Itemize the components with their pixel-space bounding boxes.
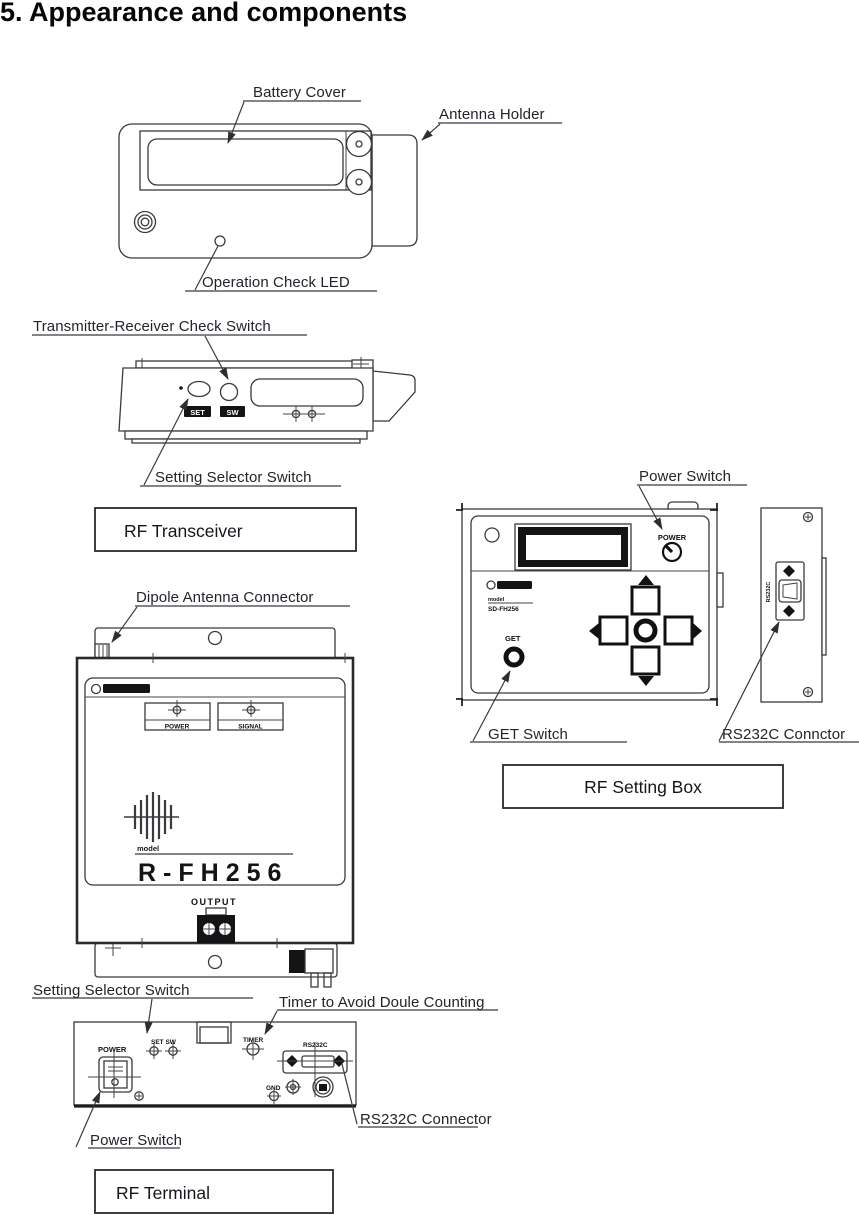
- caption-text: RF Terminal: [116, 1183, 211, 1203]
- rf-setting-box-front: [456, 502, 723, 706]
- sw-marking: SW: [226, 407, 239, 417]
- get-switch-label: GET Switch: [488, 726, 568, 743]
- side-body: [119, 368, 373, 431]
- transceiver-body: [119, 124, 372, 258]
- get-button: [506, 649, 522, 665]
- rf-terminal-bottom: [32, 982, 498, 1149]
- page-title: 5. Appearance and components: [0, 0, 408, 27]
- output-marking: OUTPUT: [191, 897, 237, 907]
- power-marking: POWER: [657, 533, 687, 542]
- get-marking: GET: [505, 634, 521, 643]
- side-tab: [717, 573, 723, 607]
- power-switch-label: Power Switch: [639, 468, 732, 485]
- rf-terminal-caption: [95, 1170, 333, 1213]
- caption-text: RF Setting Box: [584, 777, 702, 797]
- power-knob: [663, 543, 681, 561]
- timer-marking: TIMER: [243, 1037, 264, 1044]
- rs232c-connector-label: RS232C Connector: [360, 1111, 492, 1128]
- top-lip: [136, 361, 353, 368]
- antenna-holder-label: Antenna Holder: [439, 106, 545, 123]
- rf-transceiver-side-view: [32, 318, 415, 486]
- rf-transceiver-top-view: [119, 84, 562, 291]
- model-label: model: [488, 597, 505, 603]
- set-sw-marking: SET SW: [151, 1039, 176, 1046]
- rf-transceiver-caption: [95, 508, 356, 551]
- bottom-lip: [125, 431, 367, 439]
- setting-selector-label: Setting Selector Switch: [33, 982, 190, 999]
- model-label: model: [137, 844, 160, 853]
- battery-cover-label: Battery Cover: [253, 84, 346, 101]
- power-marking: POWER: [98, 1045, 127, 1054]
- antenna-holder-side: [373, 371, 415, 421]
- power-switch-label: Power Switch: [90, 1132, 183, 1149]
- panel-screw: [135, 1092, 143, 1100]
- power-indicator-marking: POWER: [164, 723, 190, 731]
- side-plate: [761, 508, 822, 702]
- model-number: R-FH256: [138, 859, 289, 887]
- model-number: SD-FH256: [488, 606, 519, 613]
- indicator-dot: [179, 386, 183, 390]
- lcd-display: [515, 524, 631, 570]
- rs232c-marking: RS232C: [303, 1042, 328, 1049]
- rs232c-marking-side: RS232C: [766, 581, 772, 603]
- power-connector-block: [289, 950, 305, 973]
- tr-check-switch-label: Transmitter-Receiver Check Switch: [33, 318, 271, 335]
- antenna-holder-shape: [372, 135, 417, 246]
- rf-setting-box-caption: [503, 765, 783, 808]
- rs232c-connector-label: RS232C Connctor: [722, 726, 846, 743]
- dipole-antenna-label: Dipole Antenna Connector: [136, 589, 314, 606]
- caption-text: RF Transceiver: [124, 521, 243, 541]
- dipole-antenna-connector: [95, 644, 109, 658]
- signal-indicator-marking: SIGNAL: [238, 723, 263, 731]
- antenna-holder-leader: [422, 124, 440, 140]
- timer-label: Timer to Avoid Doule Counting: [279, 994, 485, 1011]
- din-connector: [313, 1077, 333, 1097]
- gnd-marking: GND: [266, 1085, 281, 1092]
- rf-terminal-front: [77, 589, 353, 987]
- set-marking: SET: [190, 407, 205, 417]
- rf-setting-box-side: [761, 508, 826, 702]
- setting-selector-label: Setting Selector Switch: [155, 469, 312, 486]
- side-step: [822, 558, 826, 655]
- operation-check-led-label: Operation Check LED: [202, 274, 350, 291]
